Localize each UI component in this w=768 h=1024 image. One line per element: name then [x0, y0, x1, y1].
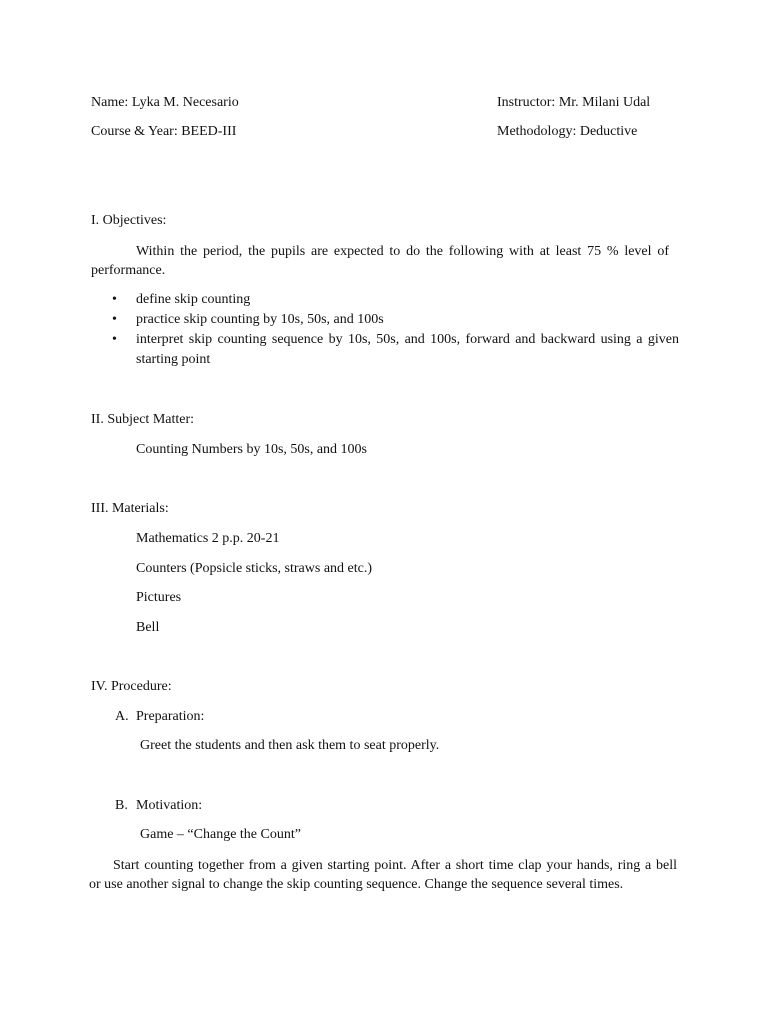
- bullet-icon: •: [112, 292, 117, 307]
- list-item-text: interpret skip counting sequence by 10s, 50s, and 100s, forward and backward using a given starting point: [136, 332, 679, 367]
- material-item: Bell: [136, 620, 160, 635]
- procedure-heading: IV. Procedure:: [91, 679, 172, 694]
- list-item-text: define skip counting: [136, 292, 251, 307]
- material-item: Pictures: [136, 590, 182, 605]
- material-item: Mathematics 2 p.p. 20-21: [136, 531, 280, 546]
- subject-matter-heading: II. Subject Matter:: [91, 412, 195, 427]
- motivation-label: Motivation:: [136, 798, 203, 813]
- material-item: Counters (Popsicle sticks, straws and etc.): [136, 561, 373, 576]
- motivation-text: Start counting together from a given starting point. After a short time clap your hands, ring a bell or use another signal to change the skip counting sequence. Change the sequence several times.: [89, 858, 695, 892]
- preparation-text: Greet the students and then ask them to seat properly.: [140, 738, 440, 753]
- student-name: Name: Lyka M. Necesario: [91, 95, 239, 110]
- objectives-intro: Within the period, the pupils are expected to do the following with at least 75 % level of performance.: [91, 244, 669, 278]
- materials-heading: III. Materials:: [91, 501, 169, 516]
- course-year: Course & Year: BEED-III: [91, 124, 237, 139]
- instructor-name: Instructor: Mr. Milani Udal: [497, 95, 651, 110]
- list-item: [91, 310, 679, 330]
- list-item: [91, 330, 679, 370]
- motivation-game: Game – “Change the Count”: [140, 827, 301, 842]
- list-item: [91, 290, 679, 310]
- bullet-icon: •: [112, 312, 117, 327]
- methodology: Methodology: Deductive: [497, 124, 638, 139]
- preparation-label: Preparation:: [136, 709, 205, 724]
- preparation-letter: A.: [115, 709, 129, 724]
- list-item-text: practice skip counting by 10s, 50s, and 100s: [136, 312, 384, 327]
- bullet-icon: •: [112, 332, 117, 347]
- motivation-letter: B.: [115, 798, 128, 813]
- objectives-heading: I. Objectives:: [91, 213, 167, 228]
- objectives-list: [91, 290, 679, 370]
- subject-matter-text: Counting Numbers by 10s, 50s, and 100s: [136, 442, 367, 457]
